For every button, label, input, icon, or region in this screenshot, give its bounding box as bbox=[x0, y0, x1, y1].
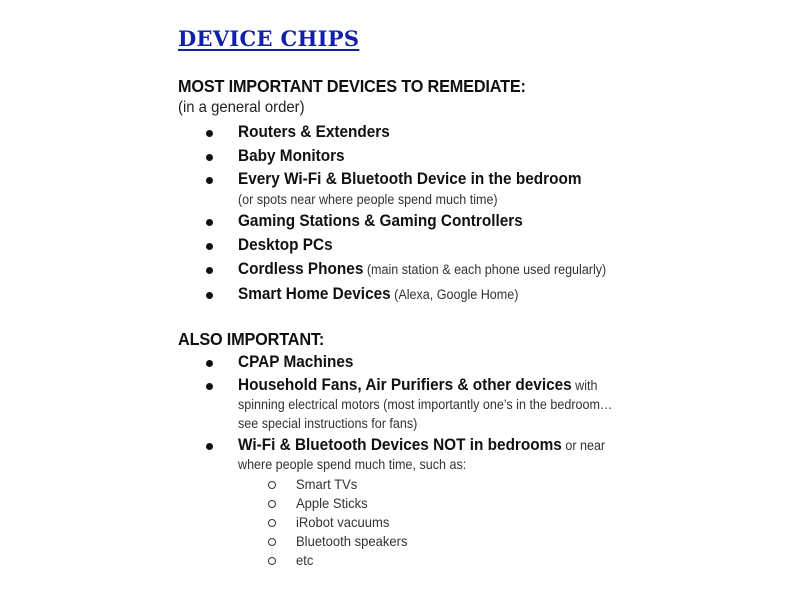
section-subnote: (in a general order) bbox=[178, 99, 305, 116]
sub-item-label: Apple Sticks bbox=[296, 495, 368, 511]
item-label: Routers & Extenders bbox=[238, 123, 390, 141]
sub-item-label: etc bbox=[296, 552, 314, 568]
item-note: (Alexa, Google Home) bbox=[390, 287, 519, 302]
item-label: CPAP Machines bbox=[238, 353, 354, 371]
document-title: DEVICE CHIPS bbox=[178, 26, 360, 51]
bullet-icon bbox=[206, 360, 213, 367]
hollow-bullet-icon bbox=[268, 557, 276, 565]
hollow-bullet-icon bbox=[268, 538, 276, 546]
bullet-icon bbox=[206, 243, 213, 250]
item-continuation: where people spend much time, such as: bbox=[238, 457, 467, 472]
bullet-icon bbox=[206, 443, 213, 450]
sub-item-label: Smart TVs bbox=[296, 476, 358, 492]
item-note: with bbox=[571, 378, 598, 393]
item-note: (main station & each phone used regularly) bbox=[363, 262, 607, 277]
item-label: Every Wi-Fi & Bluetooth Device in the bedroom bbox=[238, 170, 582, 188]
item-label: Cordless Phones bbox=[238, 260, 364, 278]
item-continuation: spinning electrical motors (most importantly one’s in the bedroom… bbox=[238, 397, 613, 412]
sub-item-label: Bluetooth speakers bbox=[296, 533, 408, 549]
sub-item-label: iRobot vacuums bbox=[296, 514, 390, 530]
item-label: Wi-Fi & Bluetooth Devices NOT in bedrooms bbox=[238, 436, 562, 454]
bullet-icon bbox=[206, 177, 213, 184]
section-heading-also-important: ALSO IMPORTANT: bbox=[178, 329, 325, 349]
bullet-icon bbox=[206, 219, 213, 226]
hollow-bullet-icon bbox=[268, 500, 276, 508]
bullet-icon bbox=[206, 130, 213, 137]
bullet-icon bbox=[206, 267, 213, 274]
item-label: Baby Monitors bbox=[238, 147, 345, 165]
hollow-bullet-icon bbox=[268, 519, 276, 527]
item-label: Smart Home Devices bbox=[238, 285, 391, 303]
bullet-icon bbox=[206, 292, 213, 299]
item-label: Desktop PCs bbox=[238, 236, 333, 254]
section-heading-most-important: MOST IMPORTANT DEVICES TO REMEDIATE: bbox=[178, 76, 526, 96]
item-label: Gaming Stations & Gaming Controllers bbox=[238, 212, 523, 230]
bullet-icon bbox=[206, 154, 213, 161]
bullet-icon bbox=[206, 383, 213, 390]
hollow-bullet-icon bbox=[268, 481, 276, 489]
item-continuation: see special instructions for fans) bbox=[238, 416, 418, 431]
item-continuation: (or spots near where people spend much time) bbox=[238, 192, 498, 207]
item-label: Household Fans, Air Purifiers & other devices bbox=[238, 376, 572, 394]
item-note: or near bbox=[561, 438, 606, 453]
